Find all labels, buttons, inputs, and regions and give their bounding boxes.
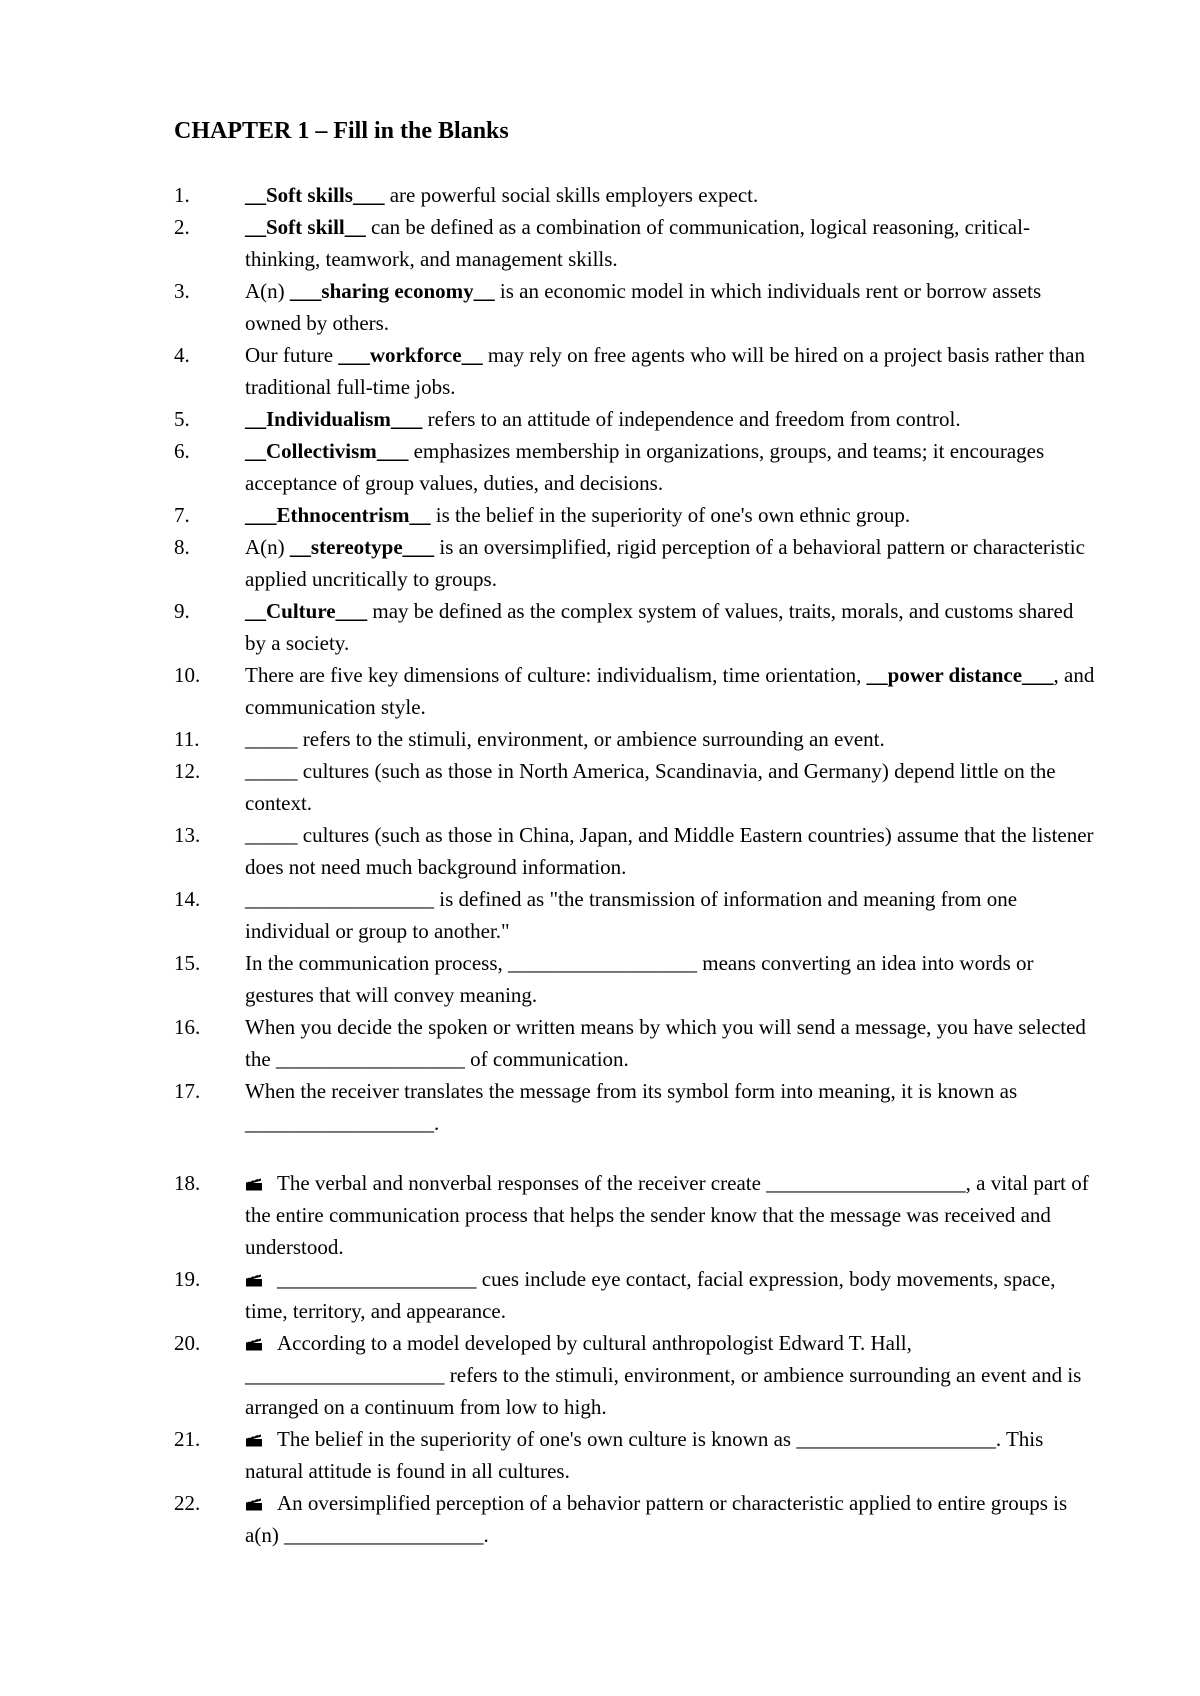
question-item xyxy=(0,723,1200,755)
question-text: is the belief in the superiority of one's own ethnic group. xyxy=(430,503,911,527)
clapperboard-icon xyxy=(245,1497,263,1511)
question-text: The belief in the superiority of one's own culture is known as ___________________. This natural attitude is found in all cultures. xyxy=(245,1427,1044,1483)
question-number: 22. xyxy=(174,1491,201,1515)
question-list xyxy=(0,179,1200,1551)
question-number: 21. xyxy=(174,1427,201,1451)
question-text: can be defined as a combination of communication, logical reasoning, critical-thinking, teamwork, and management skills. xyxy=(245,215,1030,271)
question-number: 10. xyxy=(174,663,201,687)
question-item xyxy=(0,1263,1200,1327)
question-number: 1. xyxy=(174,183,190,207)
question-item xyxy=(0,819,1200,883)
question-text: _____ cultures (such as those in North America, Scandinavia, and Germany) depend little on the context. xyxy=(245,759,1056,815)
question-item xyxy=(0,755,1200,819)
question-text: There are five key dimensions of culture: individualism, time orientation, xyxy=(245,663,867,687)
answer-blank-trail: ___ xyxy=(352,183,385,207)
question-number: 2. xyxy=(174,215,190,239)
answer-blank-trail: ___ xyxy=(402,535,435,559)
question-item xyxy=(0,275,1200,339)
question-number: 7. xyxy=(174,503,190,527)
question-item xyxy=(0,1423,1200,1487)
question-text: An oversimplified perception of a behavior pattern or characteristic applied to entire groups is a(n) ___________________. xyxy=(245,1491,1068,1547)
clapperboard-icon xyxy=(245,1177,263,1191)
answer-text: Collectivism xyxy=(266,439,377,463)
answer-blank-lead: __ xyxy=(245,407,266,431)
question-item xyxy=(0,659,1200,723)
question-item xyxy=(0,1011,1200,1075)
question-item xyxy=(0,883,1200,947)
question-text: , and communication style. xyxy=(245,663,1095,719)
question-item xyxy=(0,1487,1200,1551)
question-item xyxy=(0,1167,1200,1263)
question-text: The verbal and nonverbal responses of the receiver create ___________________, a vital part of the entire communication process that helps the sender know that the message was received and understood. xyxy=(245,1171,1089,1259)
question-number: 18. xyxy=(174,1171,201,1195)
question-text: _____ refers to the stimuli, environment, or ambience surrounding an event. xyxy=(245,727,885,751)
answer-text: workforce xyxy=(369,343,462,367)
question-item xyxy=(0,499,1200,531)
question-number: 6. xyxy=(174,439,190,463)
answer-text: Culture xyxy=(266,599,336,623)
clapperboard-icon xyxy=(245,1273,263,1287)
answer-blank-lead: __ xyxy=(289,535,311,559)
answer-text: Ethnocentrism xyxy=(276,503,410,527)
answer-blank-trail: ___ xyxy=(335,599,368,623)
question-item xyxy=(0,1327,1200,1423)
question-number: 20. xyxy=(174,1331,201,1355)
answer-blank-lead: ___ xyxy=(338,343,370,367)
question-text: is an oversimplified, rigid perception of a behavioral pattern or characteristic applied uncritically to groups. xyxy=(245,535,1085,591)
question-text: refers to an attitude of independence and freedom from control. xyxy=(422,407,961,431)
answer-blank-lead: ___ xyxy=(289,279,322,303)
question-number: 15. xyxy=(174,951,201,975)
answer-blank-lead: __ xyxy=(866,663,888,687)
answer-text: sharing economy xyxy=(321,279,474,303)
question-number: 3. xyxy=(174,279,190,303)
question-text: According to a model developed by cultural anthropologist Edward T. Hall, ___________________ refers to the stimuli, environment, or ambience surrounding an event and is arranged on a continuum from low to high. xyxy=(245,1331,1082,1419)
question-text: are powerful social skills employers expect. xyxy=(384,183,759,207)
question-text: emphasizes membership in organizations, groups, and teams; it encourages acceptance of group values, duties, and decisions. xyxy=(245,439,1045,495)
question-number: 16. xyxy=(174,1015,201,1039)
question-text: When you decide the spoken or written means by which you will send a message, you have selected the __________________ of communication. xyxy=(245,1015,1086,1071)
question-item xyxy=(0,179,1200,211)
question-number: 13. xyxy=(174,823,201,847)
question-number: 9. xyxy=(174,599,190,623)
answer-blank-lead: __ xyxy=(245,599,266,623)
question-number: 5. xyxy=(174,407,190,431)
clapperboard-icon xyxy=(245,1337,263,1351)
question-item xyxy=(0,435,1200,499)
answer-blank-lead: ___ xyxy=(245,503,277,527)
question-number: 14. xyxy=(174,887,201,911)
question-item xyxy=(0,947,1200,1011)
answer-text: stereotype xyxy=(310,535,403,559)
question-item xyxy=(0,211,1200,275)
answer-text: Soft skill xyxy=(266,215,345,239)
question-number: 17. xyxy=(174,1079,201,1103)
question-number: 19. xyxy=(174,1267,201,1291)
answer-text: Soft skills xyxy=(266,183,353,207)
answer-blank-trail: __ xyxy=(344,215,366,239)
question-text: Our future xyxy=(245,343,339,367)
question-item xyxy=(0,531,1200,595)
question-text: __________________ is defined as "the transmission of information and meaning from one individual or group to another." xyxy=(245,887,1018,943)
question-text: In the communication process, __________________ means converting an idea into words or gestures that will convey meaning. xyxy=(245,951,1034,1007)
question-text: When the receiver translates the message from its symbol form into meaning, it is known as __________________. xyxy=(245,1079,1018,1135)
answer-text: Individualism xyxy=(266,407,391,431)
question-text: may rely on free agents who will be hired on a project basis rather than traditional full-time jobs. xyxy=(245,343,1085,399)
page-title: CHAPTER 1 – Fill in the Blanks xyxy=(174,118,509,144)
answer-blank-trail: __ xyxy=(461,343,483,367)
question-text: A(n) xyxy=(245,535,290,559)
question-text: _____ cultures (such as those in China, Japan, and Middle Eastern countries) assume that the listener does not need much background information. xyxy=(245,823,1094,879)
answer-blank-lead: __ xyxy=(245,183,266,207)
answer-blank-trail: ___ xyxy=(376,439,409,463)
answer-blank-trail: ___ xyxy=(1022,663,1054,687)
clapperboard-icon xyxy=(245,1433,263,1447)
question-number: 8. xyxy=(174,535,190,559)
question-number: 4. xyxy=(174,343,190,367)
question-text: ___________________ cues include eye contact, facial expression, body movements, space, time, territory, and appearance. xyxy=(245,1267,1056,1323)
answer-blank-lead: __ xyxy=(245,215,266,239)
answer-text: power distance xyxy=(887,663,1023,687)
question-text: may be defined as the complex system of values, traits, morals, and customs shared by a society. xyxy=(245,599,1074,655)
question-item xyxy=(0,595,1200,659)
answer-blank-trail: ___ xyxy=(390,407,423,431)
question-item xyxy=(0,1075,1200,1139)
answer-blank-trail: __ xyxy=(473,279,495,303)
question-number: 11. xyxy=(174,727,200,751)
question-item xyxy=(0,339,1200,403)
question-text: is an economic model in which individuals rent or borrow assets owned by others. xyxy=(245,279,1042,335)
question-item xyxy=(0,403,1200,435)
question-text: A(n) xyxy=(245,279,290,303)
answer-blank-lead: __ xyxy=(245,439,266,463)
answer-blank-trail: __ xyxy=(409,503,431,527)
question-number: 12. xyxy=(174,759,201,783)
